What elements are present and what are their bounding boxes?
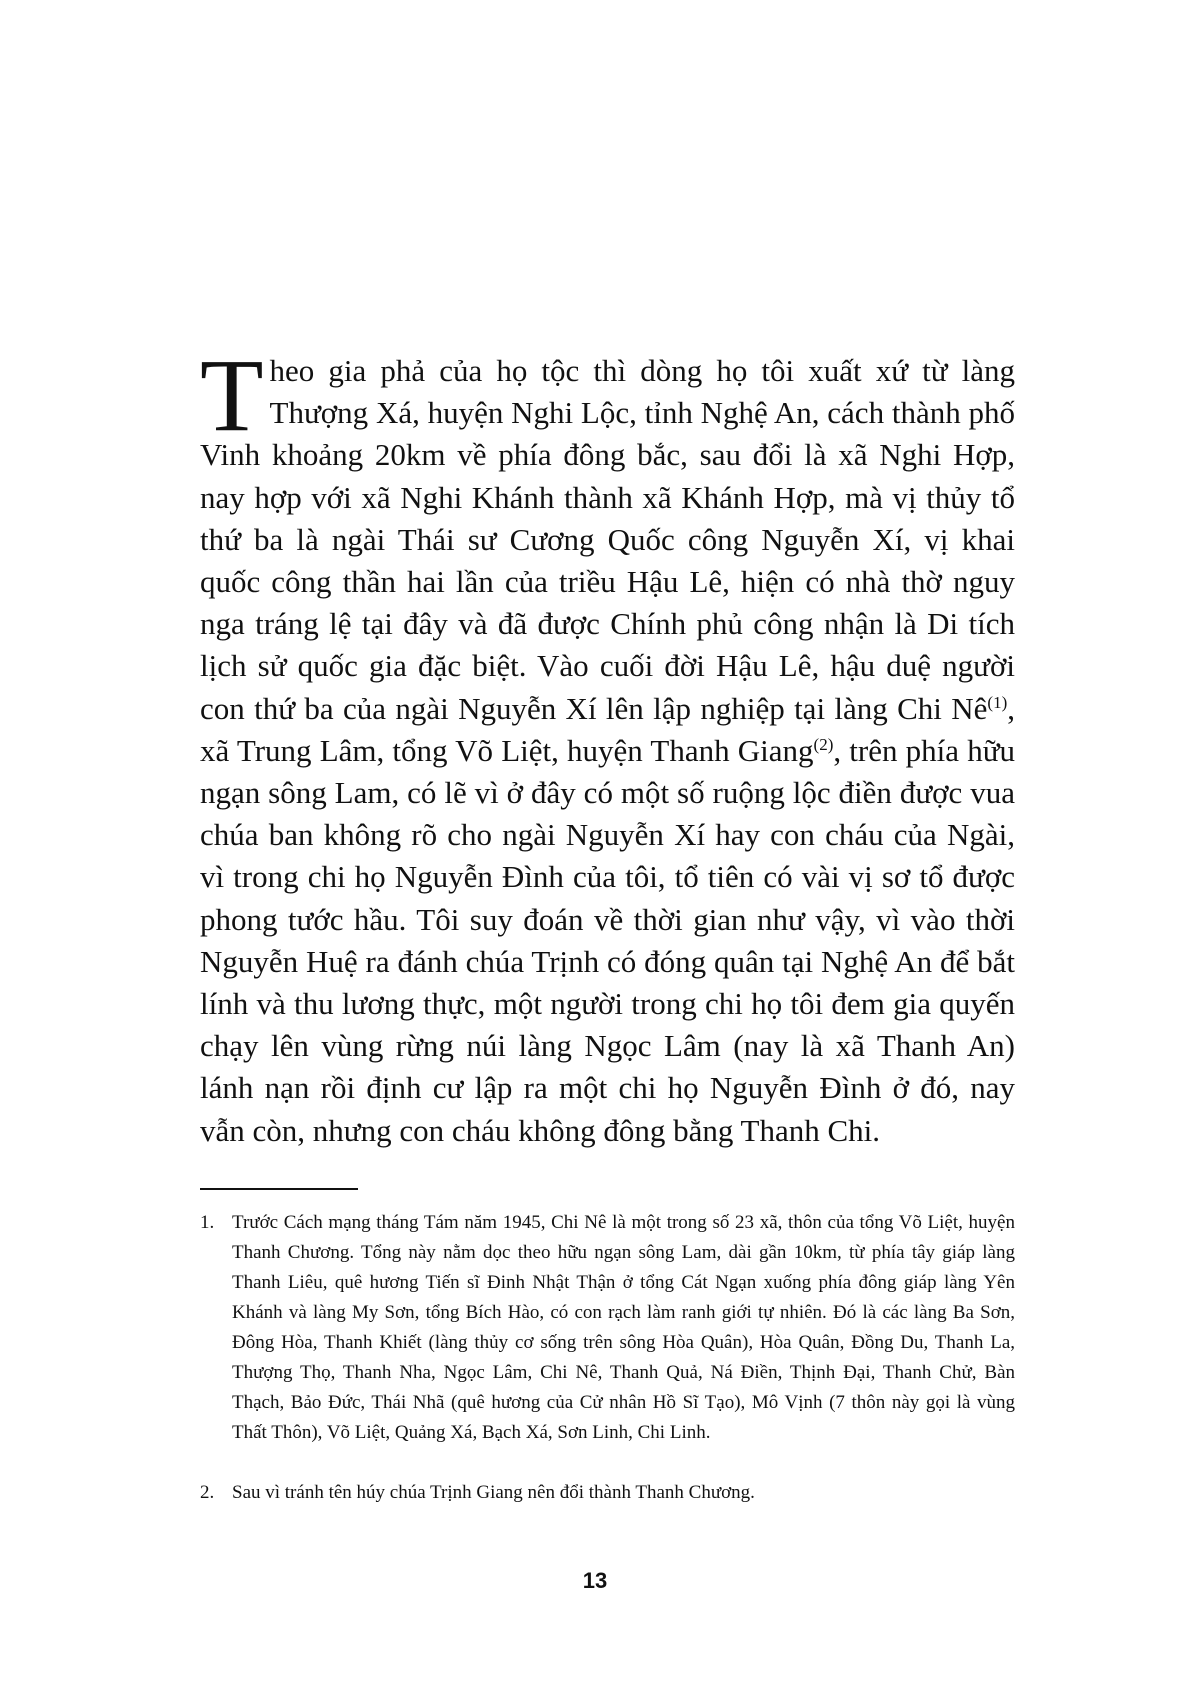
page-number: 13 [582, 1568, 608, 1593]
footnote-1 [200, 1208, 1015, 1448]
footnote-separator [200, 1188, 358, 1190]
footnote-2-number: 2. [200, 1482, 215, 1503]
paragraph-text-part-3: , trên phía hữu ngạn sông Lam, có lẽ vì ở đây có một số ruộng lộc điền được vua chúa ban không rõ cho ngài Nguyễn Xí hay con cháu của Ngài, vì trong chi họ Nguyễn Đình của tôi, tổ tiên có vài vị sơ tổ được phong tước hầu. Tôi suy đoán về thời gian như vậy, vì vào thời Nguyễn Huệ ra đánh chúa Trịnh có đóng quân tại Nghệ An để bắt lính và thu lương thực, một người trong chi họ tôi đem gia quyến chạy lên vùng rừng núi làng Ngọc Lâm (nay là xã Thanh An) lánh nạn rồi định cư lập ra một chi họ Nguyễn Đình ở đó, nay vẫn còn, nhưng con cháu không đông bằng Thanh Chi. [200, 732, 1015, 1148]
main-paragraph [200, 338, 1015, 1152]
drop-cap: T [200, 338, 264, 453]
footnote-1-number: 1. [200, 1212, 215, 1233]
footnote-2 [200, 1478, 1015, 1508]
footnote-1-text: Trước Cách mạng tháng Tám năm 1945, Chi Nê là một trong số 23 xã, thôn của tổng Võ Liệt, huyện Thanh Chương. Tổng này nằm dọc theo hữu ngạn sông Lam, dài gần 10km, từ phía tây giáp làng Thanh Liêu, quê hương Tiến sĩ Đinh Nhật Thận ở tổng Cát Ngạn xuống phía đông giáp làng Yên Khánh và làng My Sơn, tổng Bích Hào, có con rạch làm ranh giới tự nhiên. Đó là các làng Ba Sơn, Đông Hòa, Thanh Khiết (làng thủy cơ sống trên sông Hòa Quân), Hòa Quân, Đồng Du, Thanh La, Thượng Thọ, Thanh Nha, Ngọc Lâm, Chi Nê, Thanh Quả, Ná Điền, Thịnh Đại, Thanh Chử, Bàn Thạch, Bảo Đức, Thái Nhã (quê hương của Cử nhân Hồ Sĩ Tạo), Mô Vịnh (7 thôn này gọi là vùng Thất Thôn), Võ Liệt, Quảng Xá, Bạch Xá, Sơn Linh, Chi Linh. [232, 1212, 1015, 1443]
paragraph-text-part-1: heo gia phả của họ tộc thì dòng họ tôi xuất xứ từ làng Thượng Xá, huyện Nghi Lộc, tỉnh Nghệ An, cách thành phố Vinh khoảng 20km về phía đông bắc, sau đổi là xã Nghi Hợp, nay hợp với xã Nghi Khánh thành xã Khánh Hợp, mà vị thủy tổ thứ ba là ngài Thái sư Cương Quốc công Nguyễn Xí, vị khai quốc công thần hai lần của triều Hậu Lê, hiện có nhà thờ nguy nga tráng lệ tại đây và đã được Chính phủ công nhận là Di tích lịch sử quốc gia đặc biệt. Vào cuối đời Hậu Lê, hậu duệ người con thứ ba của ngài Nguyễn Xí lên lập nghiệp tại làng Chi Nê [200, 353, 1015, 726]
footnote-ref-2: (2) [813, 734, 834, 754]
footnote-ref-1: (1) [987, 692, 1008, 712]
footnote-2-text: Sau vì tránh tên húy chúa Trịnh Giang nên đổi thành Thanh Chương. [232, 1482, 755, 1503]
paragraph-text-part-2: , xã Trung Lâm, tổng Võ Liệt, huyện Thanh Giang [200, 690, 1015, 768]
